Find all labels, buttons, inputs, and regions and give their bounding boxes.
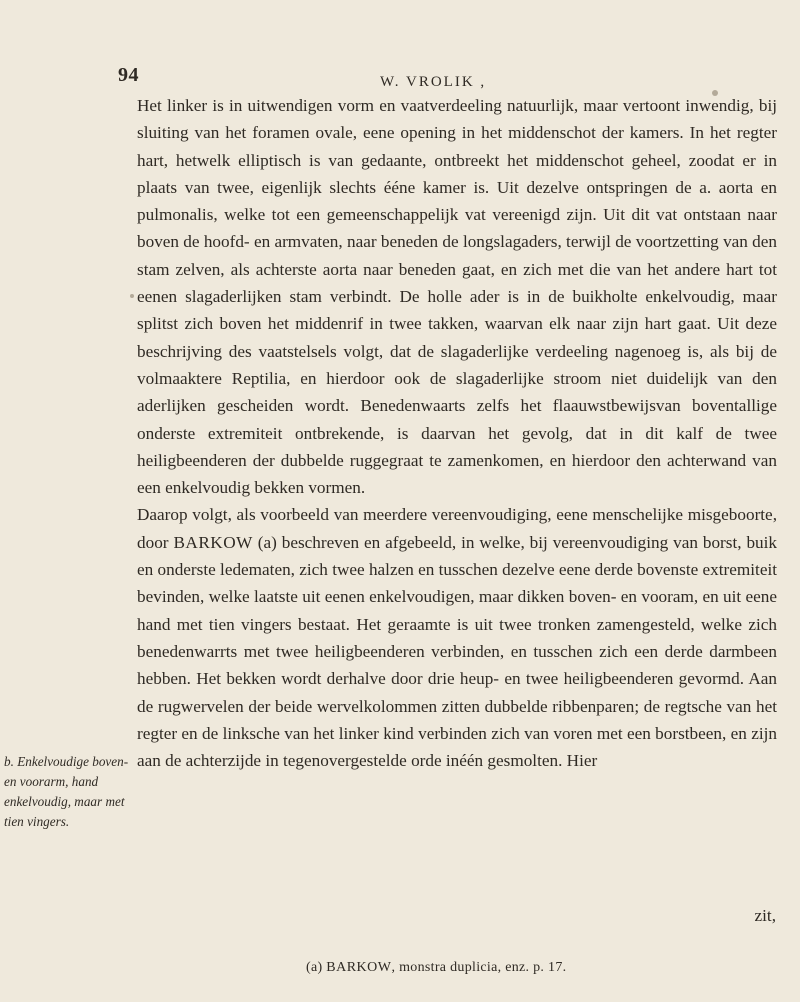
paper-speck (712, 90, 718, 96)
paragraph-2-start: Daarop volgt, als voorbeeld van meerdere vereenvoudiging, eene menschelijke misgeboorte, door (137, 505, 777, 552)
margin-note: b. Enkelvoudige boven- en voorarm, hand enkelvoudig, maar met tien vingers. (4, 754, 129, 829)
paragraph-1: Het linker is in uitwendigen vorm en vaatverdeeling natuurlijk, maar vertoont inwendig, bij sluiting van het foramen ovale, eene opening in het middenschot der kamers. In het regter hart, hetwelk elliptisch is van gedaante, ontbreekt het middenschot geheel, zoodat er in plaats van twee, eigenlijk slechts ééne kamer is. Uit dezelve ontspringen de a. aorta en pulmonalis, welke tot een gemeenschappelijk vat vereenigd zijn. Uit dit vat ontstaan naar boven de hoofd- en armvaten, naar beneden de longslagaders, terwijl de voortzetting van den stam zelven, als achterste aorta naar beneden gaat, en zich met die van het andere hart tot eenen slagaderlijken stam verbindt. De holle ader is in de buikholte enkelvoudig, maar splitst zich boven het middenrif in twee takken, waarvan elk naar zijn hart gaat. Uit deze beschrijving des vaatstelsels volgt, dat de slagaderlijke verdeeling nagenoeg is, als bij de volmaaktere Reptilia, en hierdoor ook de slagaderlijke stroom niet duidelijk van den aderlijken gescheiden wordt. Benedenwaarts zelfs het flaauwstbewijsvan boventallige onderste extremiteit ontbrekende, is daarvan het gevolg, dat in dit kalf de twee heiligbeenderen der dubbelde ruggegraat te zamenkomen, en hierdoor den achterwand van een enkelvoudig bekken vormen. (137, 96, 777, 498)
main-text (137, 92, 777, 774)
footnote-mark: (a) (306, 960, 323, 975)
footnote-reference: (a) (257, 532, 277, 552)
paragraph-2-rest: beschreven en afgebeeld, in welke, bij vereenvoudiging van borst, buik en onderste ledematen, zich twee halzen en tusschen dezelve eene derde bovenste extremiteit bevinden, welke laatste uit eenen enkelvoudigen, maar dikken boven- en vooram, en uit eene hand met tien vingers bestaat. Het geraamte is uit twee tronken zamengesteld, welke zich benedenwarrts met twee heiligbeenderen verbinden, en tusschen zich een derde darmbeen hebben. Het bekken wordt derhalve door drie heup- en twee heiligbeenderen gevormd. Aan de rugwervelen der beide wervelkolommen zitten dubbelde ribbenparen; de regtsche van het regter en de linksche van het linker kind verbinden zich van voren met een borstbeen, en zijn aan de achterzijde in tegenovergestelde orde inéén gesmolten. Hier (137, 532, 778, 771)
running-head: W. VROLIK , (380, 74, 487, 90)
footnote (306, 960, 566, 976)
paragraph-2 (137, 501, 777, 774)
footnote-author: BARKOW (326, 960, 392, 975)
catchword: zit, (754, 906, 776, 925)
author-name: BARKOW (173, 532, 253, 552)
footnote-text: , monstra duplicia, enz. p. 17. (391, 960, 567, 975)
paper-speck (130, 294, 134, 298)
page-number: 94 (118, 64, 139, 86)
